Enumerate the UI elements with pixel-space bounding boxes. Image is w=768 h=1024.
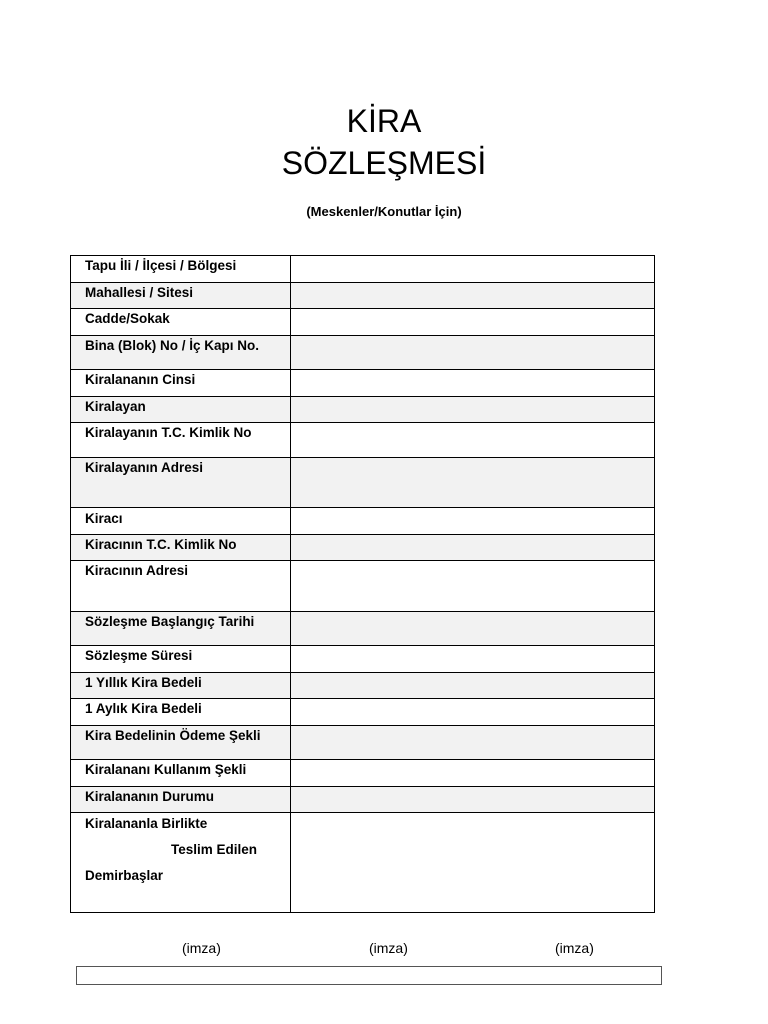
row-label: Mahallesi / Sitesi bbox=[71, 283, 291, 309]
row-label: Kiralananı Kullanım Şekli bbox=[71, 760, 291, 787]
row-value-field[interactable] bbox=[291, 726, 655, 760]
row-label: Kira Bedelinin Ödeme Şekli bbox=[71, 726, 291, 760]
form-row bbox=[71, 646, 655, 673]
demirbaslar-label bbox=[71, 813, 291, 913]
form-row bbox=[71, 309, 655, 336]
row-value-field[interactable] bbox=[291, 256, 655, 283]
row-value-field[interactable] bbox=[291, 673, 655, 699]
row-label: Kiracının Adresi bbox=[71, 561, 291, 612]
contract-form-table bbox=[70, 255, 655, 913]
row-value-field[interactable] bbox=[291, 458, 655, 508]
document-title-line2: SÖZLEŞMESİ bbox=[281, 145, 487, 181]
demirbaslar-label-line3: Demirbaşlar bbox=[85, 868, 164, 883]
row-label: Kiralayanın Adresi bbox=[71, 458, 291, 508]
row-label: Sözleşme Başlangıç Tarihi bbox=[71, 612, 291, 646]
form-row bbox=[71, 397, 655, 423]
signature-3: (imza) bbox=[555, 940, 594, 956]
form-row bbox=[71, 508, 655, 535]
row-label: 1 Yıllık Kira Bedeli bbox=[71, 673, 291, 699]
form-row bbox=[71, 458, 655, 508]
row-value-field[interactable] bbox=[291, 336, 655, 370]
row-label: 1 Aylık Kira Bedeli bbox=[71, 699, 291, 726]
form-row bbox=[71, 612, 655, 646]
document-subtitle: (Meskenler/Konutlar İçin) bbox=[306, 204, 462, 219]
row-label: Kiralananın Durumu bbox=[71, 787, 291, 813]
form-row bbox=[71, 760, 655, 787]
form-row bbox=[71, 370, 655, 397]
row-label: Bina (Blok) No / İç Kapı No. bbox=[71, 336, 291, 370]
row-label: Tapu İli / İlçesi / Bölgesi bbox=[71, 256, 291, 283]
row-value-field[interactable] bbox=[291, 508, 655, 535]
row-label: Kiracı bbox=[71, 508, 291, 535]
form-row bbox=[71, 673, 655, 699]
row-label: Kiralayan bbox=[71, 397, 291, 423]
row-value-field[interactable] bbox=[291, 397, 655, 423]
form-row bbox=[71, 561, 655, 612]
form-row bbox=[71, 787, 655, 813]
document-title-line1: KİRA bbox=[346, 103, 422, 139]
row-label: Kiralananın Cinsi bbox=[71, 370, 291, 397]
form-row bbox=[71, 336, 655, 370]
form-row-demirbaslar bbox=[71, 813, 655, 913]
row-value-field[interactable] bbox=[291, 612, 655, 646]
form-row bbox=[71, 699, 655, 726]
demirbaslar-label-line2: Teslim Edilen bbox=[171, 842, 258, 857]
row-value-field[interactable] bbox=[291, 760, 655, 787]
row-label: Kiralayanın T.C. Kimlik No bbox=[71, 423, 291, 458]
row-value-field[interactable] bbox=[291, 787, 655, 813]
signature-1: (imza) bbox=[182, 940, 221, 956]
form-row bbox=[71, 423, 655, 458]
demirbaslar-value-field[interactable] bbox=[291, 813, 655, 913]
row-value-field[interactable] bbox=[291, 309, 655, 336]
demirbaslar-label-line1: Kiralananla Birlikte bbox=[85, 816, 208, 831]
row-label: Cadde/Sokak bbox=[71, 309, 291, 336]
row-value-field[interactable] bbox=[291, 423, 655, 458]
row-value-field[interactable] bbox=[291, 283, 655, 309]
row-value-field[interactable] bbox=[291, 646, 655, 673]
signature-2: (imza) bbox=[369, 940, 408, 956]
row-value-field[interactable] bbox=[291, 370, 655, 397]
footer-box bbox=[76, 966, 662, 985]
row-value-field[interactable] bbox=[291, 699, 655, 726]
row-value-field[interactable] bbox=[291, 561, 655, 612]
row-label: Kiracının T.C. Kimlik No bbox=[71, 535, 291, 561]
form-row bbox=[71, 256, 655, 283]
row-label: Sözleşme Süresi bbox=[71, 646, 291, 673]
row-value-field[interactable] bbox=[291, 535, 655, 561]
form-row bbox=[71, 726, 655, 760]
form-row bbox=[71, 283, 655, 309]
form-row bbox=[71, 535, 655, 561]
